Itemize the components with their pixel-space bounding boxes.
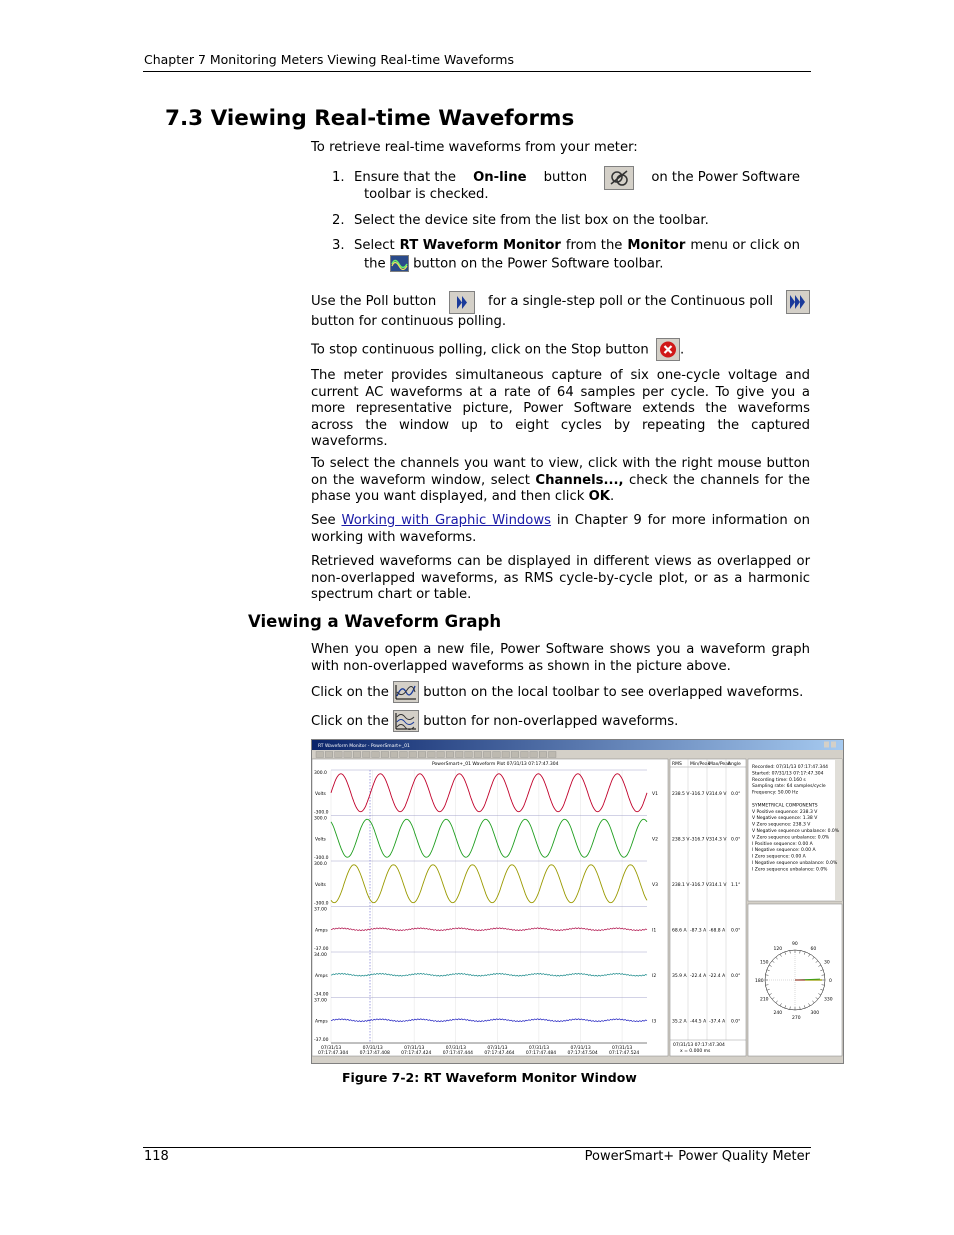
y-tick-label: -34.00: [314, 992, 329, 998]
poll-button-icon: [449, 291, 475, 314]
angle-value: 0.0°: [731, 791, 741, 797]
non-overlapped-button-icon: [393, 710, 419, 732]
rms-value: 35.9 A: [672, 973, 687, 979]
info-line: I Negative sequence: 0.00 A: [752, 848, 816, 854]
phasor-angle-label: 150: [759, 960, 769, 966]
toolbar-button[interactable]: [437, 752, 445, 758]
rms-value: 238.3 V: [672, 837, 690, 843]
maximize-button[interactable]: [824, 742, 829, 748]
y-tick-label: -300.0: [314, 810, 329, 816]
local-toolbar: [316, 752, 556, 758]
min-value: -316.7 V: [690, 882, 710, 888]
rms-value: 238.5 V: [672, 791, 690, 797]
min-value: -87.3 A: [690, 928, 707, 934]
channel-label: I1: [652, 928, 657, 934]
toolbar-button[interactable]: [390, 752, 398, 758]
y-tick-label: 300.0: [314, 862, 327, 867]
footer-product: PowerSmart+ Power Quality Meter: [584, 1149, 810, 1164]
channel-label: I3: [652, 1019, 657, 1025]
toolbar-button[interactable]: [363, 752, 371, 758]
max-value: -37.4 A: [709, 1019, 726, 1025]
info-line: Frequency: 50.00 Hz: [752, 790, 798, 796]
toolbar-button[interactable]: [400, 752, 408, 758]
toolbar-button[interactable]: [474, 752, 482, 758]
toolbar-button[interactable]: [418, 752, 426, 758]
channel-axis-label: Volts: [315, 882, 326, 888]
toolbar-button[interactable]: [344, 752, 352, 758]
x-tick-date: 07/31/13: [487, 1046, 508, 1051]
min-value: -316.7 V: [690, 837, 710, 843]
angle-value: 0.0°: [731, 1019, 741, 1025]
x-tick-time: 07:17:47.504: [567, 1051, 598, 1056]
subsection-title: Viewing a Waveform Graph: [248, 612, 502, 631]
x-tick-date: 07/31/13: [612, 1046, 633, 1051]
channel-axis-label: Amps: [315, 973, 328, 979]
toolbar-button[interactable]: [446, 752, 454, 758]
rt-waveform-button-icon: [390, 255, 409, 272]
toolbar-button[interactable]: [549, 752, 557, 758]
phasor-angle-label: 0: [829, 979, 832, 984]
channel-label: V2: [652, 837, 658, 843]
channel-label: V3: [652, 882, 658, 888]
min-value: -316.7 V: [690, 791, 710, 797]
channel-axis-label: Amps: [315, 928, 328, 934]
x-tick-date: 07/31/13: [445, 1046, 466, 1051]
x-tick-time: 07:17:47.484: [525, 1051, 557, 1056]
stop-paragraph: To stop continuous polling, click on the Stop button .: [311, 338, 810, 361]
cursor-timestamp: 07/31/13 07:17:47.304: [673, 1043, 725, 1048]
info-line: V Negative sequence unbalance: 0.0%: [752, 829, 840, 834]
graphic-windows-link[interactable]: Working with Graphic Windows: [341, 513, 552, 528]
x-tick-time: 07:17:47.444: [442, 1051, 473, 1056]
channel-axis-label: Amps: [315, 1019, 328, 1025]
angle-value: 0.0°: [731, 928, 741, 934]
toolbar-button[interactable]: [521, 752, 529, 758]
graph-paragraph: When you open a new file, Power Software shows you a waveform graph with non-overlapped waveforms as shown in the picture above.: [311, 642, 810, 674]
phasor-angle-label: 330: [824, 997, 833, 1003]
continuous-poll-button-icon: [786, 290, 810, 314]
info-line: Started: 07/31/13 07:17:47.304: [752, 771, 824, 777]
channel-axis-label: Volts: [315, 791, 326, 797]
info-line: V Zero sequence: 238.3 V: [752, 822, 811, 828]
toolbar-button[interactable]: [316, 752, 324, 758]
min-value: -44.5 A: [690, 1019, 707, 1025]
step-1: 1. Ensure that the On-line button on the Power Software toolbar is checked.: [332, 166, 800, 204]
x-tick-date: 07/31/13: [362, 1046, 383, 1051]
header-rule: [143, 71, 811, 72]
max-value: 314.1 V: [709, 882, 727, 888]
phasor-angle-label: 90: [792, 942, 798, 947]
window-title: RT Waveform Monitor - PowerSmart+_01: [318, 744, 410, 749]
toolbar-button[interactable]: [456, 752, 464, 758]
measurement-table: [670, 759, 746, 1056]
step-3: 3. Select RT Waveform Monitor from the Monitor menu or click on the button on the Power Software toolbar.: [332, 238, 800, 272]
footer-rule: [143, 1147, 811, 1148]
y-tick-label: 34.00: [314, 953, 327, 958]
figure-caption: Figure 7-2: RT Waveform Monitor Window: [342, 1070, 637, 1085]
step-2: 2. Select the device site from the list box on the toolbar.: [332, 213, 709, 228]
angle-value: 0.0°: [731, 837, 741, 843]
running-header: Chapter 7 Monitoring Meters Viewing Real-time Waveforms: [144, 52, 514, 67]
toolbar-button[interactable]: [493, 752, 501, 758]
table-column-header: Min/Peak: [690, 762, 711, 767]
intro-text: To retrieve real-time waveforms from your meter:: [311, 140, 638, 155]
channel-label: I2: [652, 973, 657, 979]
channels-paragraph: To select the channels you want to view, click with the right mouse button on the waveform window, select Channels..., check the channels for the phase you want displayed, and then click OK.: [311, 456, 810, 504]
close-button[interactable]: [831, 742, 836, 748]
info-line: V Zero sequence unbalance: 0.0%: [752, 835, 830, 841]
toolbar-button[interactable]: [483, 752, 491, 758]
info-line: I Positive sequence: 0.00 A: [752, 841, 813, 847]
y-tick-label: -300.0: [314, 901, 329, 907]
info-line: V Negative sequence: 1.38 V: [752, 816, 818, 822]
capture-paragraph: The meter provides simultaneous capture of six one-cycle voltage and current AC waveforms at a rate of 64 samples per cycle. To give you a more representative picture, Power Software extends the waveforms across the window up to eight cycles by repeating the captured waveforms.: [311, 368, 810, 449]
waveform-plot-area[interactable]: [312, 759, 668, 1056]
phasor-angle-label: 240: [773, 1011, 783, 1017]
table-column-header: Max/Peak: [709, 762, 731, 767]
info-line: V Positive sequence: 238.3 V: [752, 809, 818, 815]
max-value: -22.4 A: [709, 973, 726, 979]
x-tick-time: 07:17:47.464: [484, 1051, 515, 1056]
rms-value: 35.2 A: [672, 1019, 687, 1025]
toolbar-button[interactable]: [511, 752, 519, 758]
table-column-header: Angle: [728, 762, 741, 767]
x-tick-time: 07:17:47.424: [401, 1051, 432, 1056]
views-paragraph: Retrieved waveforms can be displayed in different views as overlapped or non-overlapped waveforms, as RMS cycle-by-cycle plot, or as a harmonic spectrum chart or table.: [311, 554, 810, 602]
x-tick-time: 07:17:47.524: [609, 1051, 640, 1056]
y-tick-label: -37.00: [314, 947, 329, 952]
min-value: -22.4 A: [690, 973, 707, 979]
toolbar-button[interactable]: [372, 752, 380, 758]
phasor-angle-label: 120: [773, 946, 783, 952]
y-tick-label: -37.00: [314, 1038, 329, 1043]
max-value: -68.8 A: [709, 928, 726, 934]
x-tick-date: 07/31/13: [404, 1046, 425, 1051]
toolbar-button[interactable]: [409, 752, 417, 758]
stop-button-icon: [656, 338, 680, 361]
toolbar-button[interactable]: [530, 752, 538, 758]
info-line: I Negative sequence unbalance: 0.0%: [752, 861, 838, 866]
phasor-angle-label: 270: [792, 1016, 801, 1021]
overlapped-button-icon: [393, 681, 419, 703]
channel-axis-label: Volts: [315, 837, 326, 843]
toolbar-button[interactable]: [335, 752, 343, 758]
info-line: I Zero sequence unbalance: 0.0%: [752, 867, 828, 873]
non-overlapped-paragraph: Click on the button for non-overlapped waveforms.: [311, 710, 810, 732]
section-title: 7.3 Viewing Real-time Waveforms: [165, 106, 575, 131]
angle-value: 0.0°: [731, 973, 741, 979]
phasor-angle-label: 60: [810, 946, 817, 952]
phasor-angle-label: 180: [755, 979, 764, 984]
phasor-angle-label: 210: [759, 997, 769, 1003]
info-line: I Zero sequence: 0.00 A: [752, 854, 806, 860]
phasor-angle-label: 30: [824, 960, 830, 966]
see-paragraph: See Working with Graphic Windows in Chapter 9 for more information on working with waveforms.: [311, 513, 810, 545]
table-column-header: RMS: [672, 762, 682, 767]
phasor-angle-label: 300: [810, 1011, 820, 1017]
x-tick-date: 07/31/13: [528, 1046, 550, 1051]
channel-label: V1: [652, 791, 658, 797]
toolbar-button[interactable]: [428, 752, 436, 758]
toolbar-button[interactable]: [325, 752, 333, 758]
rt-waveform-monitor-window: [311, 739, 844, 1064]
y-tick-label: 300.0: [314, 816, 327, 822]
poll-paragraph: Use the Poll button for a single-step poll or the Continuous poll button for continuous polling.: [311, 290, 810, 331]
toolbar-button[interactable]: [381, 752, 389, 758]
cursor-offset: x = 0.000 ms: [680, 1049, 711, 1054]
online-button-icon: [604, 166, 634, 190]
toolbar-button[interactable]: [465, 752, 473, 758]
info-line: Recording time: 0.160 s: [752, 777, 806, 783]
max-value: 314.3 V: [709, 837, 727, 843]
x-tick-time: 07:17:47.408: [359, 1051, 390, 1056]
toolbar-button[interactable]: [502, 752, 510, 758]
rms-value: 238.1 V: [672, 882, 690, 888]
x-tick-date: 07/31/13: [570, 1046, 591, 1051]
angle-value: 1.1°: [731, 882, 741, 888]
y-tick-label: 300.0: [314, 771, 327, 776]
overlapped-paragraph: Click on the button on the local toolbar to see overlapped waveforms.: [311, 681, 810, 703]
toolbar-button[interactable]: [539, 752, 547, 758]
info-line: Sampling rate: 64 samples/cycle: [752, 784, 826, 790]
x-tick-time: 07:17:47.304: [318, 1051, 349, 1056]
info-line: SYMMETRICAL COMPONENTS: [752, 803, 818, 809]
y-tick-label: 37.00: [314, 907, 327, 913]
toolbar-button[interactable]: [353, 752, 361, 758]
y-tick-label: 37.00: [314, 998, 327, 1004]
max-value: 314.9 V: [709, 791, 727, 797]
x-tick-date: 07/31/13: [321, 1046, 342, 1051]
plot-title: PowerSmart+_01 Waveform Plot 07/31/13 07:17:47.304: [432, 762, 559, 767]
info-line: Recorded: 07/31/13 07:17:47.344: [752, 765, 828, 770]
rms-value: 68.6 A: [672, 928, 687, 934]
page-number: 118: [144, 1149, 169, 1164]
y-tick-label: -300.0: [314, 856, 329, 861]
